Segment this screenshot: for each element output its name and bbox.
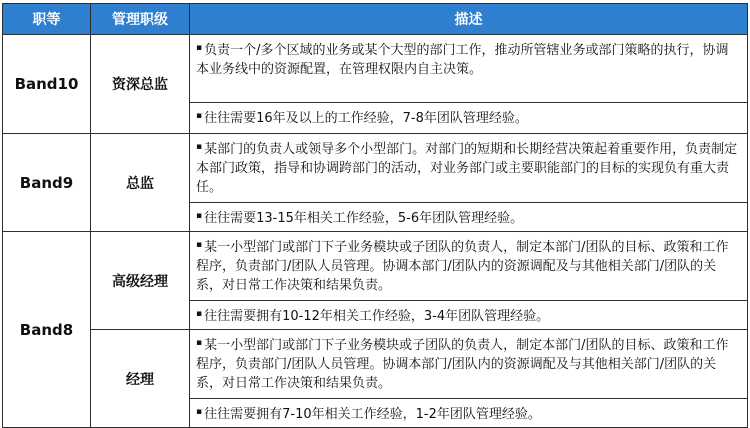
experience-cell bbox=[190, 203, 748, 232]
experience-cell bbox=[190, 102, 748, 133]
table-row bbox=[3, 330, 748, 399]
title-cell: 总监 bbox=[91, 134, 190, 232]
header-grade: 职等 bbox=[3, 4, 91, 35]
table-row bbox=[3, 134, 748, 203]
title-cell: 经理 bbox=[91, 330, 190, 428]
bullet-icon: ▪ bbox=[196, 110, 203, 121]
experience-text: 往往需要13-15年相关工作经验，5-6年团队管理经验。 bbox=[204, 211, 524, 226]
band-cell: Band10 bbox=[3, 35, 91, 134]
duty-text: 某部门的负责人或领导多个小型部门。对部门的短期和长期经营决策起着重要作用，负责制定本部门政策，指导和协调跨部门的活动，对业务部门或主要职能部门的目标的实现负有重大责任。 bbox=[196, 142, 738, 195]
bullet-icon: ▪ bbox=[196, 309, 203, 319]
experience-text: 往往需要16年及以上的工作经验，7-8年团队管理经验。 bbox=[204, 110, 528, 126]
band-cell: Band9 bbox=[3, 134, 91, 232]
duty-text: 某一小型部门或部门下子业务模块或子团队的负责人，制定本部门/团队的目标、政策和工作程序，负责部门/团队人员管理。协调本部门/团队内的资源调配及与其他相关部门/团队的关系，对日常工作决策和结果负责。 bbox=[196, 338, 729, 391]
header-description: 描述 bbox=[190, 4, 748, 35]
duty-cell bbox=[190, 232, 748, 301]
duty-cell bbox=[190, 134, 748, 203]
bullet-icon: ▪ bbox=[196, 211, 203, 221]
experience-cell bbox=[190, 301, 748, 330]
bullet-icon: ▪ bbox=[196, 142, 203, 152]
table-row bbox=[3, 232, 748, 301]
experience-text: 往往需要拥有10-12年相关工作经验，3-4年团队管理经验。 bbox=[204, 309, 550, 324]
table-row bbox=[3, 35, 748, 103]
duty-cell bbox=[190, 330, 748, 399]
experience-cell bbox=[190, 399, 748, 428]
bullet-icon: ▪ bbox=[196, 407, 203, 417]
bullet-icon: ▪ bbox=[196, 240, 203, 250]
bullet-icon: ▪ bbox=[196, 338, 203, 348]
title-cell: 资深总监 bbox=[91, 35, 190, 134]
header-row bbox=[3, 4, 748, 35]
duty-text: 某一小型部门或部门下子业务模块或子团队的负责人，制定本部门/团队的目标、政策和工作程序，负责部门/团队人员管理。协调本部门/团队内的资源调配及与其他相关部门/团队的关系，对日常工作决策和结果负责。 bbox=[196, 240, 729, 293]
band-cell: Band8 bbox=[3, 232, 91, 428]
duty-cell bbox=[190, 35, 748, 103]
title-cell: 高级经理 bbox=[91, 232, 190, 330]
duty-text: 负责一个/多个区域的业务或某个大型的部门工作，推动所管辖业务或部门策略的执行，协调本业务线中的资源配置，在管理权限内自主决策。 bbox=[196, 43, 729, 77]
experience-text: 往往需要拥有7-10年相关工作经验，1-2年团队管理经验。 bbox=[204, 407, 541, 422]
grade-table bbox=[2, 3, 748, 428]
header-title: 管理职级 bbox=[91, 4, 190, 35]
bullet-icon: ▪ bbox=[196, 43, 203, 53]
